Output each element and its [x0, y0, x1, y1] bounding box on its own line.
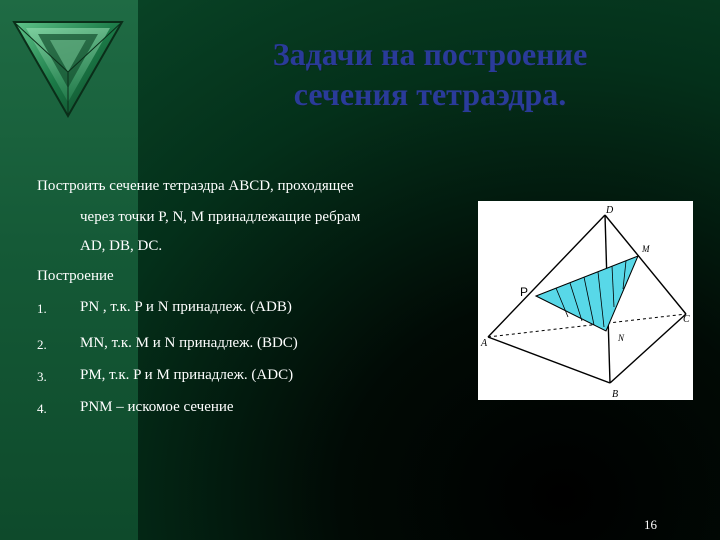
- step-2-text: MN, т.к. M и N принадлеж. (BDC): [80, 335, 298, 351]
- problem-line-2: через точки P, N, M принадлежащие ребрам: [80, 209, 361, 225]
- label-n: N: [618, 333, 625, 343]
- step-3-number: 3.: [37, 369, 47, 384]
- step-4-number: 4.: [37, 401, 47, 416]
- label-a: A: [481, 338, 488, 349]
- page-number: 16: [644, 517, 657, 532]
- edge-bc: [610, 314, 686, 383]
- tetrahedron-figure: [478, 201, 693, 400]
- construction-heading: Построение: [37, 268, 114, 284]
- step-1-text: PN , т.к. P и N принадлеж. (ADB): [80, 299, 292, 315]
- section-pnm: [536, 256, 638, 331]
- step-1-number: 1.: [37, 301, 47, 316]
- label-c: C: [683, 314, 690, 325]
- triangle-logo-icon: [12, 18, 124, 118]
- step-3-text: PM, т.к. P и M принадлеж. (ADC): [80, 367, 294, 383]
- label-d: D: [606, 205, 614, 216]
- slide-title-line-2: сечения тетраэдра.: [293, 76, 567, 112]
- slide-title-line-1: Задачи на построение: [272, 36, 588, 72]
- label-b: B: [612, 389, 619, 400]
- step-2-number: 2.: [37, 337, 47, 352]
- step-4-text: PNM – искомое сечение: [80, 399, 234, 415]
- problem-line-3: AD, DB, DC.: [80, 238, 163, 254]
- slide-title: [200, 34, 660, 114]
- tetrahedron-drawing: [478, 201, 693, 400]
- label-m: M: [642, 244, 650, 254]
- edge-ab: [488, 337, 610, 383]
- problem-line-1: Построить сечение тетраэдра ABCD, проходящее: [37, 178, 354, 194]
- label-p: P: [520, 285, 529, 299]
